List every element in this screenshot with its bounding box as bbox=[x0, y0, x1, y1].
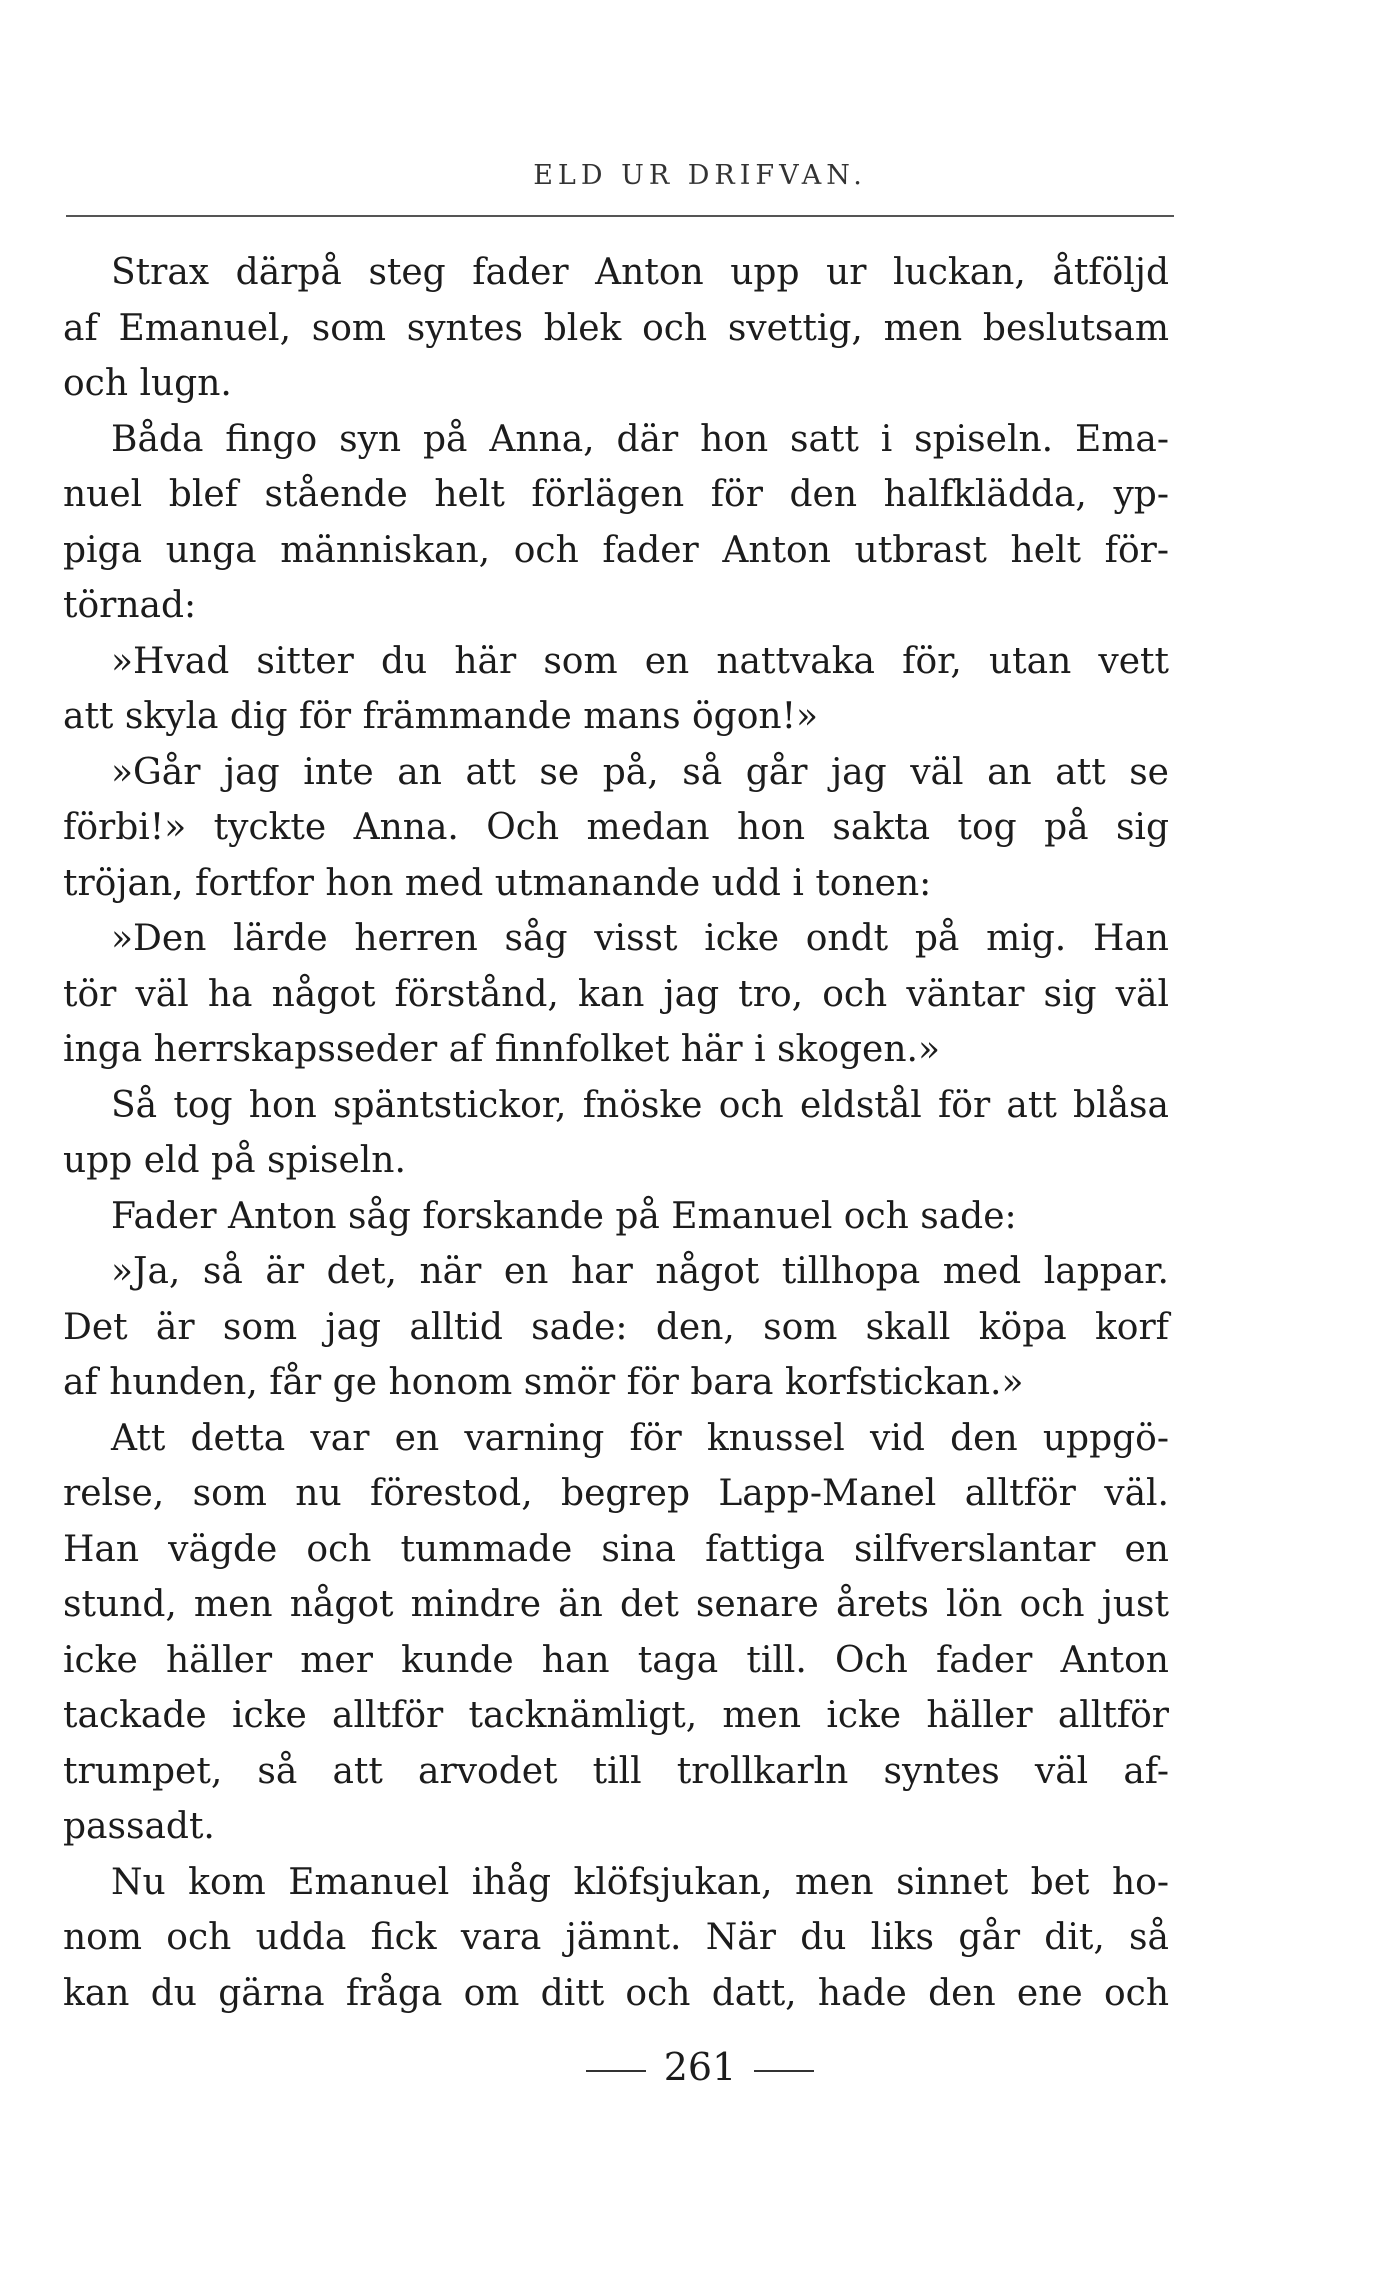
text-line: icke häller mer kunde han taga till. Och fader Anton bbox=[63, 1639, 1169, 1681]
text-line: nuel blef stående helt förlägen för den halfklädda, yp- bbox=[63, 474, 1169, 515]
text-line: Strax därpå steg fader Anton upp ur luckan, åtföljd bbox=[111, 252, 1169, 293]
text-line: tackade icke alltför tacknämligt, men icke häller alltför bbox=[63, 1695, 1169, 1736]
text-line: Båda fingo syn på Anna, där hon satt i spiseln. Ema- bbox=[111, 418, 1169, 460]
text-line: Han vägde och tummade sina fattiga silfverslantar en bbox=[63, 1528, 1169, 1570]
folio-dash-left bbox=[586, 2070, 646, 2072]
text-line: och lugn. bbox=[63, 363, 232, 404]
text-line: Nu kom Emanuel ihåg klöfsjukan, men sinnet bet ho- bbox=[111, 1861, 1169, 1903]
text-line: förbi!» tyckte Anna. Och medan hon sakta tog på sig bbox=[63, 807, 1169, 848]
text-line: nom och udda fick vara jämnt. När du liks går dit, så bbox=[63, 1917, 1169, 1958]
text-line: kan du gärna fråga om ditt och datt, hade den ene och bbox=[63, 1972, 1169, 2014]
text-line: Det är som jag alltid sade: den, som skall köpa korf bbox=[63, 1306, 1169, 1348]
text-line: Fader Anton såg forskande på Emanuel och sade: bbox=[111, 1195, 1017, 1237]
text-line: relse, som nu förestod, begrep Lapp-Manel alltför väl. bbox=[63, 1473, 1169, 1514]
text-line: »Hvad sitter du här som en nattvaka för, utan vett bbox=[111, 640, 1169, 682]
text-line: inga herrskapsseder af finnfolket här i skogen.» bbox=[63, 1029, 940, 1070]
text-line: af Emanuel, som syntes blek och svettig, men beslutsam bbox=[63, 307, 1169, 349]
text-line: tör väl ha något förstånd, kan jag tro, och väntar sig väl bbox=[63, 973, 1169, 1015]
text-line: Att detta var en varning för knussel vid den uppgö- bbox=[111, 1417, 1169, 1459]
text-line: upp eld på spiseln. bbox=[63, 1140, 406, 1181]
text-line: af hunden, får ge honom smör för bara korfstickan.» bbox=[63, 1362, 1024, 1403]
body-text bbox=[63, 245, 1169, 2021]
text-line: »Ja, så är det, när en har något tillhopa med lappar. bbox=[111, 1251, 1169, 1292]
text-line: trumpet, så att arvodet till trollkarln syntes väl af- bbox=[63, 1750, 1169, 1792]
text-line: att skyla dig för främmande mans ögon!» bbox=[63, 696, 819, 737]
page-number: 261 bbox=[663, 2045, 737, 2089]
text-line: passadt. bbox=[63, 1806, 215, 1847]
folio-dash-right bbox=[754, 2070, 814, 2072]
text-line: piga unga människan, och fader Anton utbrast helt för- bbox=[63, 529, 1169, 571]
running-head: ELD UR DRIFVAN. bbox=[533, 160, 867, 191]
text-line: »Går jag inte an att se på, så går jag väl an att se bbox=[111, 751, 1169, 793]
page-number-footer bbox=[0, 2045, 1400, 2089]
text-line: Så tog hon späntstickor, fnöske och eldstål för att blåsa bbox=[111, 1084, 1169, 1126]
text-line: stund, men något mindre än det senare årets lön och just bbox=[63, 1584, 1169, 1625]
text-line: tröjan, fortfor hon med utmanande udd i tonen: bbox=[63, 862, 932, 904]
text-line: »Den lärde herren såg visst icke ondt på mig. Han bbox=[111, 918, 1169, 959]
header-rule bbox=[66, 215, 1174, 217]
text-line: törnad: bbox=[63, 585, 197, 626]
